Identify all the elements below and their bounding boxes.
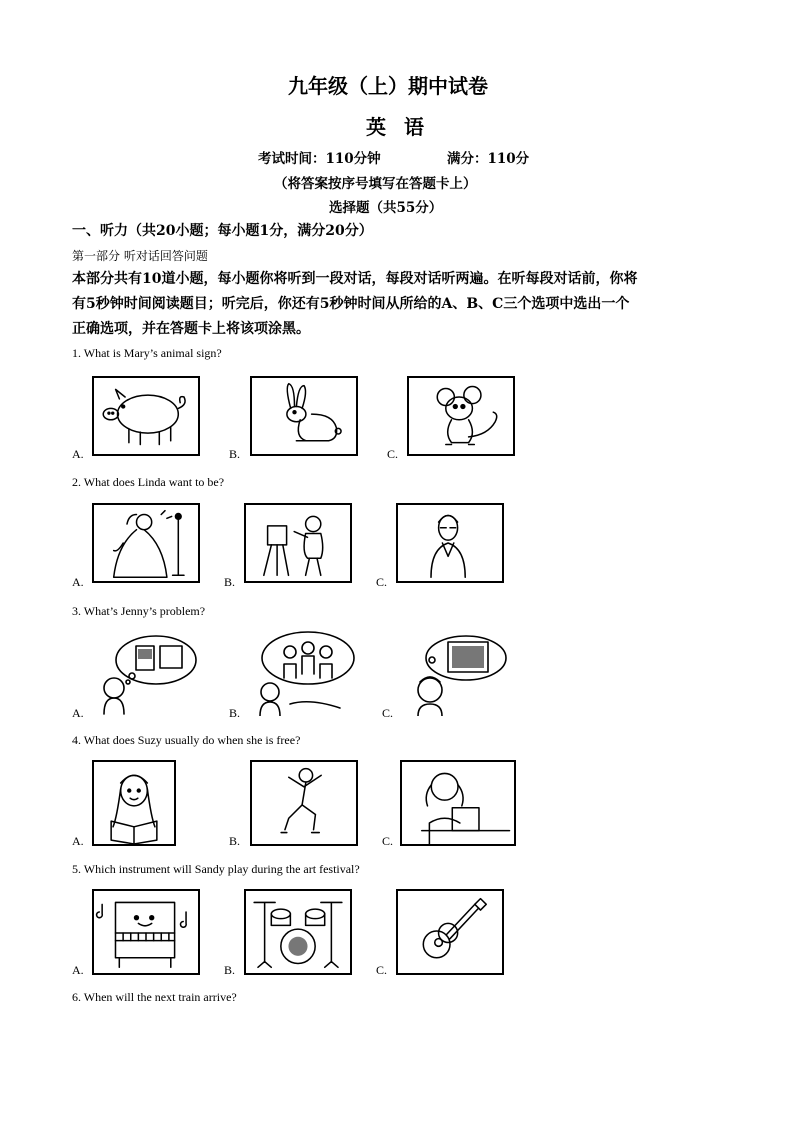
q1-option-a[interactable]: A. (72, 447, 84, 461)
singer-picture[interactable] (92, 503, 200, 583)
mouse-icon (409, 378, 513, 454)
reading-icon (94, 762, 174, 844)
q3-option-a[interactable]: A. (72, 706, 84, 720)
instructions-line-1: 本部分共有10道小题，每小题你将听到一段对话，每段对话听两遍。在听每段对话前，你将 (72, 271, 638, 287)
singer-icon (94, 505, 198, 581)
q3-option-b[interactable]: B. (229, 706, 241, 720)
piano-icon (94, 891, 198, 973)
computer-icon (402, 762, 514, 844)
guitar-picture[interactable] (396, 889, 504, 975)
guitar-icon (398, 891, 502, 973)
question-3: 3. What’s Jenny’s problem? (72, 604, 206, 618)
mouse-picture[interactable] (407, 376, 515, 456)
friends-chatting-picture[interactable] (250, 630, 358, 716)
choice-heading: 选择题（共55分） (329, 200, 443, 216)
question-4: 4. What does Suzy usually do when she is free? (72, 733, 301, 747)
q3-option-c[interactable]: C. (382, 706, 394, 720)
answer-note: （将答案按序号填写在答题卡上） (274, 176, 477, 192)
q2-option-b[interactable]: B. (224, 575, 236, 589)
q1-option-b[interactable]: B. (229, 447, 241, 461)
q1-option-c[interactable]: C. (387, 447, 399, 461)
q5-option-c[interactable]: C. (376, 963, 388, 977)
exam-title: 九年级（上）期中试卷 (288, 74, 488, 98)
nightmare-picture[interactable] (402, 632, 510, 716)
q5-option-b[interactable]: B. (224, 963, 236, 977)
painter-picture[interactable] (244, 503, 352, 583)
instructions-line-3: 正确选项，并在答题卡上将该项涂黑。 (72, 321, 310, 337)
doctor-picture[interactable] (396, 503, 504, 583)
friends-chatting-icon (250, 630, 358, 716)
subject-title: 英语 (366, 115, 442, 139)
nightmare-icon (402, 632, 510, 716)
painter-icon (246, 505, 350, 581)
drums-picture[interactable] (244, 889, 352, 975)
reading-picture[interactable] (92, 760, 176, 846)
instructions-line-2: 有5秒钟时间阅读题目；听完后，你还有5秒钟时间从所给的A、B、C三个选项中选出一个 (72, 296, 630, 312)
question-2: 2. What does Linda want to be? (72, 475, 225, 489)
question-1: 1. What is Mary’s animal sign? (72, 346, 222, 360)
q4-option-b[interactable]: B. (229, 834, 241, 848)
studying-worry-picture[interactable] (92, 632, 200, 716)
pig-picture[interactable] (92, 376, 200, 456)
q5-option-a[interactable]: A. (72, 963, 84, 977)
studying-worry-icon (92, 632, 200, 716)
drums-icon (246, 891, 350, 973)
question-5: 5. Which instrument will Sandy play during the art festival? (72, 862, 360, 876)
computer-picture[interactable] (400, 760, 516, 846)
q2-option-a[interactable]: A. (72, 575, 84, 589)
listening-heading: 一、听力（共20小题；每小题1分，满分20分） (72, 223, 373, 239)
q2-option-c[interactable]: C. (376, 575, 388, 589)
running-icon (252, 762, 356, 844)
q4-option-c[interactable]: C. (382, 834, 394, 848)
rabbit-icon (252, 378, 356, 454)
doctor-icon (398, 505, 502, 581)
q4-option-a[interactable]: A. (72, 834, 84, 848)
pig-icon (94, 378, 198, 454)
full-score: 满分：110分 (447, 151, 530, 167)
rabbit-picture[interactable] (250, 376, 358, 456)
piano-picture[interactable] (92, 889, 200, 975)
part-one-heading: 第一部分 听对话回答问题 (72, 249, 208, 263)
running-picture[interactable] (250, 760, 358, 846)
question-6: 6. When will the next train arrive? (72, 990, 237, 1004)
exam-time: 考试时间：110分钟 (258, 151, 381, 167)
